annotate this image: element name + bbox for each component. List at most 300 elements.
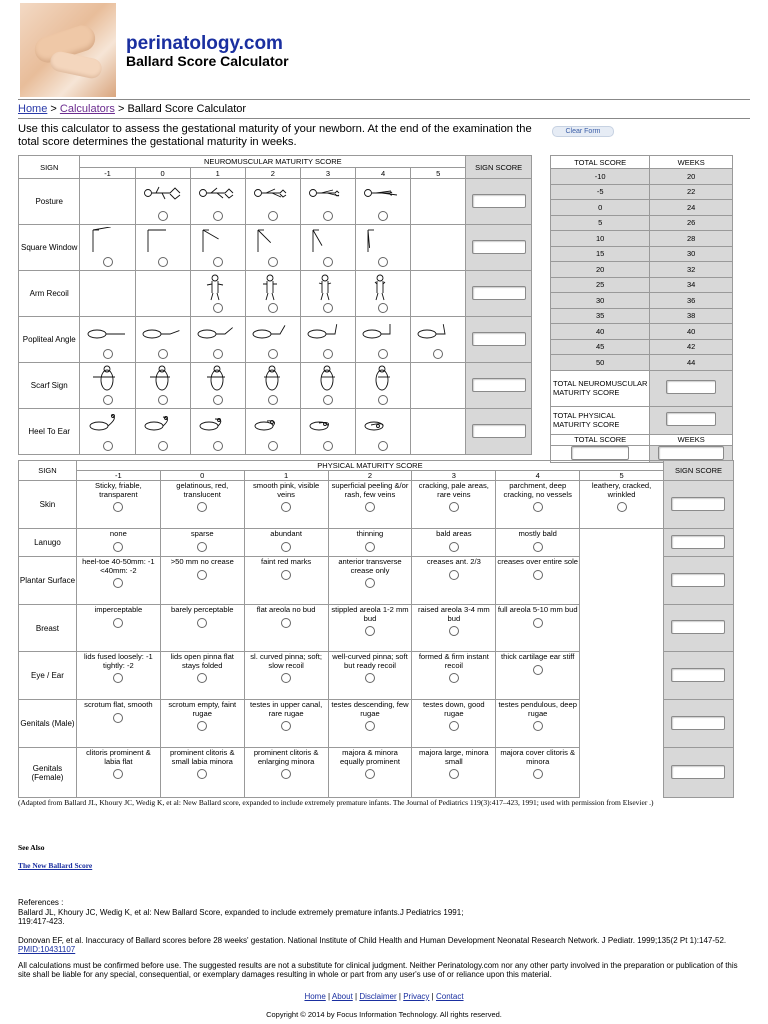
score-radio[interactable]: [113, 578, 123, 588]
score-radio[interactable]: [213, 441, 223, 451]
footer-link-home[interactable]: Home: [304, 992, 326, 1001]
score-option: [300, 225, 355, 271]
weeks-row: [551, 355, 733, 371]
score-radio[interactable]: [103, 349, 113, 359]
score-option: [356, 179, 411, 225]
score-radio[interactable]: [213, 395, 223, 405]
physical-row: [19, 652, 734, 700]
criteria-text: cracking, pale areas, rare veins: [418, 481, 489, 499]
neuro-row: [19, 317, 532, 363]
link-separator: |: [352, 992, 360, 1001]
score-radio[interactable]: [213, 349, 223, 359]
weeks-value: 36: [650, 293, 733, 309]
score-radio[interactable]: [213, 303, 223, 313]
score-radio[interactable]: [113, 673, 123, 683]
weeks-row: [551, 308, 733, 324]
score-radio[interactable]: [449, 570, 459, 580]
score-radio[interactable]: [268, 349, 278, 359]
score-radio[interactable]: [365, 542, 375, 552]
window-diagram-icon: [360, 227, 406, 255]
adapted-note: (Adapted from Ballard JL, Khoury JC, Wedig K, et al: New Ballard score, expanded to include extremely premature infants. The Journal of Pediatrics 119(3):417–423, 1991; used with permission from Elsevier .): [18, 798, 654, 807]
disclaimer-text: All calculations must be confirmed before use. The suggested results are not a substitute for clinical judgment. Neither Perinatology.com nor any other party involved in the preparation or publication of this site shall be liable for any special, consequential, or exemplary damages resulting in whole or part from any user's use of or reliance upon this material.: [18, 960, 738, 979]
weeks-value: 30: [650, 246, 733, 262]
total-score-value: -5: [551, 184, 650, 200]
score-column-header: 4: [496, 471, 580, 481]
score-option: [80, 317, 135, 363]
sign-score-field[interactable]: [671, 535, 725, 549]
site-title[interactable]: perinatology.com: [126, 33, 283, 54]
score-column-header: 3: [300, 168, 355, 179]
score-radio[interactable]: [323, 211, 333, 221]
score-option: [412, 652, 496, 700]
score-radio[interactable]: [197, 570, 207, 580]
total-score-value: 5: [551, 215, 650, 231]
score-radio[interactable]: [323, 441, 333, 451]
footer-link-disclaimer[interactable]: Disclaimer: [359, 992, 397, 1001]
score-radio[interactable]: [533, 618, 543, 628]
weeks-result-field[interactable]: [658, 446, 724, 460]
sign-name: Breast: [19, 605, 77, 652]
score-column-header: 5: [580, 471, 664, 481]
score-option: [300, 363, 355, 409]
popliteal-diagram-icon: [250, 319, 296, 347]
score-radio[interactable]: [365, 673, 375, 683]
score-radio[interactable]: [113, 713, 123, 723]
popliteal-diagram-icon: [305, 319, 351, 347]
score-radio[interactable]: [365, 502, 375, 512]
breadcrumb-calculators-link[interactable]: Calculators: [59, 103, 115, 115]
physical-row: [19, 529, 734, 557]
score-radio[interactable]: [158, 441, 168, 451]
score-option: [190, 225, 245, 271]
weeks-row: [551, 262, 733, 278]
window-diagram-icon: [85, 227, 131, 255]
sign-name: Skin: [19, 481, 77, 529]
score-option: [496, 605, 580, 652]
total-score-value: 10: [551, 231, 650, 247]
heel-diagram-icon: [250, 411, 296, 439]
sign-name: Square Window: [19, 225, 80, 271]
score-option: [244, 700, 328, 748]
score-radio[interactable]: [281, 618, 291, 628]
score-option: [76, 557, 160, 605]
score-radio[interactable]: [281, 502, 291, 512]
score-radio[interactable]: [365, 721, 375, 731]
score-radio[interactable]: [533, 665, 543, 675]
score-option: [190, 179, 245, 225]
criteria-text: mostly bald: [518, 529, 557, 538]
criteria-text: majora & minora equally prominent: [340, 748, 400, 766]
score-option: [190, 363, 245, 409]
link-separator: |: [325, 992, 332, 1001]
sign-score-field[interactable]: [472, 194, 526, 208]
popliteal-diagram-icon: [195, 319, 241, 347]
score-option: [76, 652, 160, 700]
score-option: [412, 700, 496, 748]
sign-score-header: SIGN SCORE: [466, 156, 532, 179]
total-neuromuscular-label: TOTAL NEUROMUSCULAR MATURITY SCORE: [551, 370, 650, 406]
score-option: [135, 225, 190, 271]
total-physical-field[interactable]: [666, 412, 716, 426]
score-radio[interactable]: [449, 626, 459, 636]
weeks-value: 42: [650, 339, 733, 355]
score-radio[interactable]: [197, 769, 207, 779]
score-radio[interactable]: [449, 721, 459, 731]
weeks-value: 24: [650, 200, 733, 216]
sign-name: Scarf Sign: [19, 363, 80, 409]
score-option: [244, 605, 328, 652]
score-option: [356, 271, 411, 317]
see-also-heading: See Also: [18, 843, 45, 852]
score-option: [190, 317, 245, 363]
total-score-value: 30: [551, 293, 650, 309]
breadcrumb-home-link[interactable]: Home: [18, 103, 48, 115]
score-option: [356, 363, 411, 409]
score-option: [496, 652, 580, 700]
weeks-value: 38: [650, 308, 733, 324]
criteria-text: prominent clitoris & enlarging minora: [253, 748, 319, 766]
score-column-header: 2: [328, 471, 412, 481]
weeks-value: 32: [650, 262, 733, 278]
score-radio[interactable]: [378, 349, 388, 359]
heel-diagram-icon: [360, 411, 406, 439]
weeks-value: 20: [650, 169, 733, 185]
score-radio[interactable]: [281, 570, 291, 580]
score-option: [80, 179, 135, 225]
neuro-row: [19, 363, 532, 409]
sign-score-field[interactable]: [472, 286, 526, 300]
total-score-value: 0: [551, 200, 650, 216]
criteria-text: stippled areola 1-2 mm bud: [331, 605, 409, 623]
scarf-diagram-icon: [250, 365, 296, 393]
score-radio[interactable]: [323, 349, 333, 359]
heel-diagram-icon: [195, 411, 241, 439]
score-radio[interactable]: [113, 542, 123, 552]
popliteal-diagram-icon: [140, 319, 186, 347]
window-diagram-icon: [140, 227, 186, 255]
score-radio[interactable]: [158, 395, 168, 405]
criteria-text: bald areas: [436, 529, 472, 538]
sign-score-field[interactable]: [671, 716, 725, 730]
score-option: [411, 363, 466, 409]
neuro-row: [19, 179, 532, 225]
weeks-row: [551, 184, 733, 200]
score-radio[interactable]: [533, 769, 543, 779]
score-radio[interactable]: [158, 211, 168, 221]
score-radio[interactable]: [449, 542, 459, 552]
score-option: [412, 748, 496, 798]
footer-link-about[interactable]: About: [331, 992, 353, 1001]
neuro-row: [19, 225, 532, 271]
criteria-text: raised areola 3-4 mm bud: [417, 605, 490, 623]
score-radio[interactable]: [378, 257, 388, 267]
sign-score-field[interactable]: [472, 378, 526, 392]
total-score-value: 50: [551, 355, 650, 371]
score-option: [135, 409, 190, 455]
physical-row: [19, 605, 734, 652]
sign-score-field[interactable]: [671, 765, 725, 779]
weeks-label: WEEKS: [650, 434, 733, 445]
score-option: [580, 481, 664, 529]
score-option: [76, 748, 160, 798]
weeks-value: 34: [650, 277, 733, 293]
score-option: [412, 557, 496, 605]
score-option: [496, 481, 580, 529]
criteria-text: thick cartilage ear stiff: [501, 652, 575, 661]
footer-link-contact[interactable]: Contact: [435, 992, 464, 1001]
score-option: [496, 557, 580, 605]
score-radio[interactable]: [268, 441, 278, 451]
score-option: [580, 529, 664, 557]
total-score-value: 25: [551, 277, 650, 293]
criteria-text: testes down, good rugae: [423, 700, 485, 718]
score-radio[interactable]: [323, 303, 333, 313]
total-score-field[interactable]: [571, 446, 629, 460]
score-radio[interactable]: [365, 578, 375, 588]
total-score-header: TOTAL SCORE: [551, 156, 650, 169]
sign-score-field[interactable]: [671, 620, 725, 634]
popliteal-diagram-icon: [360, 319, 406, 347]
sign-score-field[interactable]: [671, 497, 725, 511]
criteria-text: lids fused loosely: -1 tightly: -2: [83, 652, 153, 670]
criteria-text: creases over entire sole: [497, 557, 579, 566]
score-radio[interactable]: [113, 502, 123, 512]
score-radio[interactable]: [323, 257, 333, 267]
score-column-header: 2: [245, 168, 300, 179]
heel-diagram-icon: [140, 411, 186, 439]
score-option: [244, 557, 328, 605]
criteria-text: smooth pink, visible veins: [252, 481, 320, 499]
criteria-text: well-curved pinna; soft but ready recoil: [332, 652, 408, 670]
score-option: [328, 700, 412, 748]
score-radio[interactable]: [449, 673, 459, 683]
sign-score-field[interactable]: [472, 424, 526, 438]
criteria-text: sparse: [190, 529, 214, 538]
window-diagram-icon: [195, 227, 241, 255]
sign-name: Eye / Ear: [19, 652, 77, 700]
weeks-row: [551, 293, 733, 309]
score-option: [244, 481, 328, 529]
score-radio[interactable]: [213, 257, 223, 267]
weeks-table: [550, 155, 733, 463]
copyright: Copyright © 2014 by Focus Information Technology. All rights reserved.: [266, 1010, 502, 1019]
score-option: [190, 271, 245, 317]
pmid-link[interactable]: PMID:10431107: [18, 945, 76, 954]
score-option: [135, 271, 190, 317]
score-radio[interactable]: [158, 349, 168, 359]
criteria-text: prominent clitoris & small labia minora: [169, 748, 235, 766]
sign-score-header: SIGN SCORE: [663, 461, 733, 481]
score-radio[interactable]: [158, 257, 168, 267]
score-option: [160, 605, 244, 652]
score-column-header: 1: [190, 168, 245, 179]
score-radio[interactable]: [268, 395, 278, 405]
recoil-diagram-icon: [195, 273, 241, 301]
physical-row: [19, 481, 734, 529]
score-radio[interactable]: [433, 349, 443, 359]
score-radio[interactable]: [378, 211, 388, 221]
page-title: Ballard Score Calculator: [126, 53, 289, 69]
score-option: [135, 179, 190, 225]
score-radio[interactable]: [281, 542, 291, 552]
score-option: [80, 409, 135, 455]
sign-name: Plantar Surface: [19, 557, 77, 605]
new-ballard-link[interactable]: The New Ballard Score: [18, 861, 93, 870]
posture-diagram-icon: [305, 181, 351, 209]
score-radio[interactable]: [533, 542, 543, 552]
score-option: [411, 317, 466, 363]
intro-text: Use this calculator to assess the gestational maturity of your newborn. At the end of the examination the total score determines the gestational maturity in weeks.: [18, 123, 532, 148]
score-radio[interactable]: [533, 502, 543, 512]
sign-score-field[interactable]: [472, 332, 526, 346]
scarf-diagram-icon: [140, 365, 186, 393]
weeks-row: [551, 169, 733, 185]
score-radio[interactable]: [213, 211, 223, 221]
criteria-text: superficial peeling &/or rash, few veins: [331, 481, 409, 499]
score-radio[interactable]: [113, 618, 123, 628]
score-radio[interactable]: [365, 626, 375, 636]
score-radio[interactable]: [103, 257, 113, 267]
score-option: [580, 652, 664, 700]
score-column-header: 4: [356, 168, 411, 179]
score-radio[interactable]: [103, 395, 113, 405]
sign-name: Genitals (Male): [19, 700, 77, 748]
score-radio[interactable]: [533, 570, 543, 580]
score-option: [328, 652, 412, 700]
score-option: [356, 225, 411, 271]
criteria-text: clitoris prominent & labia flat: [86, 748, 151, 766]
weeks-row: [551, 277, 733, 293]
criteria-text: creases ant. 2/3: [426, 557, 481, 566]
score-radio[interactable]: [378, 395, 388, 405]
neuro-row: [19, 409, 532, 455]
total-score-value: 20: [551, 262, 650, 278]
score-option: [76, 700, 160, 748]
total-neuromuscular-field[interactable]: [666, 380, 716, 394]
popliteal-diagram-icon: [415, 319, 461, 347]
score-radio[interactable]: [378, 441, 388, 451]
score-radio[interactable]: [378, 303, 388, 313]
score-option: [300, 271, 355, 317]
criteria-text: parchment, deep cracking, no vessels: [503, 481, 572, 499]
score-column-header: 0: [160, 471, 244, 481]
sign-score-field[interactable]: [472, 240, 526, 254]
criteria-text: formed & firm instant recoil: [418, 652, 489, 670]
score-radio[interactable]: [197, 542, 207, 552]
physical-title: PHYSICAL MATURITY SCORE: [76, 461, 663, 471]
score-option: [245, 271, 300, 317]
criteria-text: faint red marks: [261, 557, 312, 566]
score-option: [328, 605, 412, 652]
score-option: [190, 409, 245, 455]
criteria-text: gelatinous, red, translucent: [176, 481, 229, 499]
posture-diagram-icon: [140, 181, 186, 209]
reference-2: Donovan EF, et al. Inaccuracy of Ballard scores before 28 weeks' gestation. National Institute of Child Health and Human Development Neonatal Research Network. J Pediatr. 1999;135(2 Pt 1):147-52. PMID:10431107: [18, 935, 727, 954]
sign-name: Heel To Ear: [19, 409, 80, 455]
score-radio[interactable]: [533, 721, 543, 731]
score-option: [412, 605, 496, 652]
sign-name: Posture: [19, 179, 80, 225]
weeks-value: 26: [650, 215, 733, 231]
breadcrumb: Home > Calculators > Ballard Score Calculator: [18, 103, 247, 115]
criteria-text: Sticky, friable, transparent: [95, 481, 142, 499]
score-radio[interactable]: [197, 721, 207, 731]
score-radio[interactable]: [197, 673, 207, 683]
score-column-header: -1: [80, 168, 135, 179]
score-option: [245, 409, 300, 455]
logo-image: [20, 3, 116, 97]
total-score-value: 35: [551, 308, 650, 324]
total-score-value: 15: [551, 246, 650, 262]
weeks-value: 28: [650, 231, 733, 247]
total-physical-label: TOTAL PHYSICAL MATURITY SCORE: [551, 406, 650, 434]
footer-link-privacy[interactable]: Privacy: [403, 992, 430, 1001]
score-option: [580, 605, 664, 652]
footer-links: [0, 992, 768, 1001]
weeks-row: [551, 246, 733, 262]
score-radio[interactable]: [449, 769, 459, 779]
score-radio[interactable]: [103, 441, 113, 451]
score-option: [160, 652, 244, 700]
window-diagram-icon: [250, 227, 296, 255]
link-separator: |: [429, 992, 436, 1001]
score-radio[interactable]: [323, 395, 333, 405]
score-option: [328, 481, 412, 529]
criteria-text: anterior transverse crease only: [338, 557, 402, 575]
score-radio[interactable]: [365, 769, 375, 779]
score-option: [300, 409, 355, 455]
score-radio[interactable]: [113, 769, 123, 779]
score-option: [160, 557, 244, 605]
score-radio[interactable]: [449, 502, 459, 512]
score-radio[interactable]: [281, 769, 291, 779]
score-option: [411, 179, 466, 225]
scarf-diagram-icon: [305, 365, 351, 393]
criteria-text: testes descending, few rugae: [331, 700, 409, 718]
clear-form-button[interactable]: Clear Form: [552, 126, 614, 137]
score-column-header: 0: [135, 168, 190, 179]
criteria-text: none: [109, 529, 127, 538]
weeks-value: 44: [650, 355, 733, 371]
recoil-diagram-icon: [305, 273, 351, 301]
score-option: [160, 748, 244, 798]
score-radio[interactable]: [268, 211, 278, 221]
heel-diagram-icon: [85, 411, 131, 439]
criteria-text: imperceptable: [94, 605, 143, 614]
score-radio[interactable]: [197, 502, 207, 512]
score-radio[interactable]: [268, 303, 278, 313]
score-option: [160, 529, 244, 557]
score-option: [356, 317, 411, 363]
criteria-text: scrotum flat, smooth: [84, 700, 153, 709]
score-radio[interactable]: [281, 721, 291, 731]
sign-name: Popliteal Angle: [19, 317, 80, 363]
sign-score-field[interactable]: [671, 573, 725, 587]
score-radio[interactable]: [197, 618, 207, 628]
sign-name: Lanugo: [19, 529, 77, 557]
sign-score-field[interactable]: [671, 668, 725, 682]
score-option: [300, 317, 355, 363]
heel-diagram-icon: [305, 411, 351, 439]
score-option: [160, 700, 244, 748]
total-score-value: 40: [551, 324, 650, 340]
weeks-row: [551, 231, 733, 247]
weeks-row: [551, 215, 733, 231]
score-radio[interactable]: [281, 673, 291, 683]
score-option: [135, 317, 190, 363]
score-radio[interactable]: [617, 502, 627, 512]
score-radio[interactable]: [268, 257, 278, 267]
